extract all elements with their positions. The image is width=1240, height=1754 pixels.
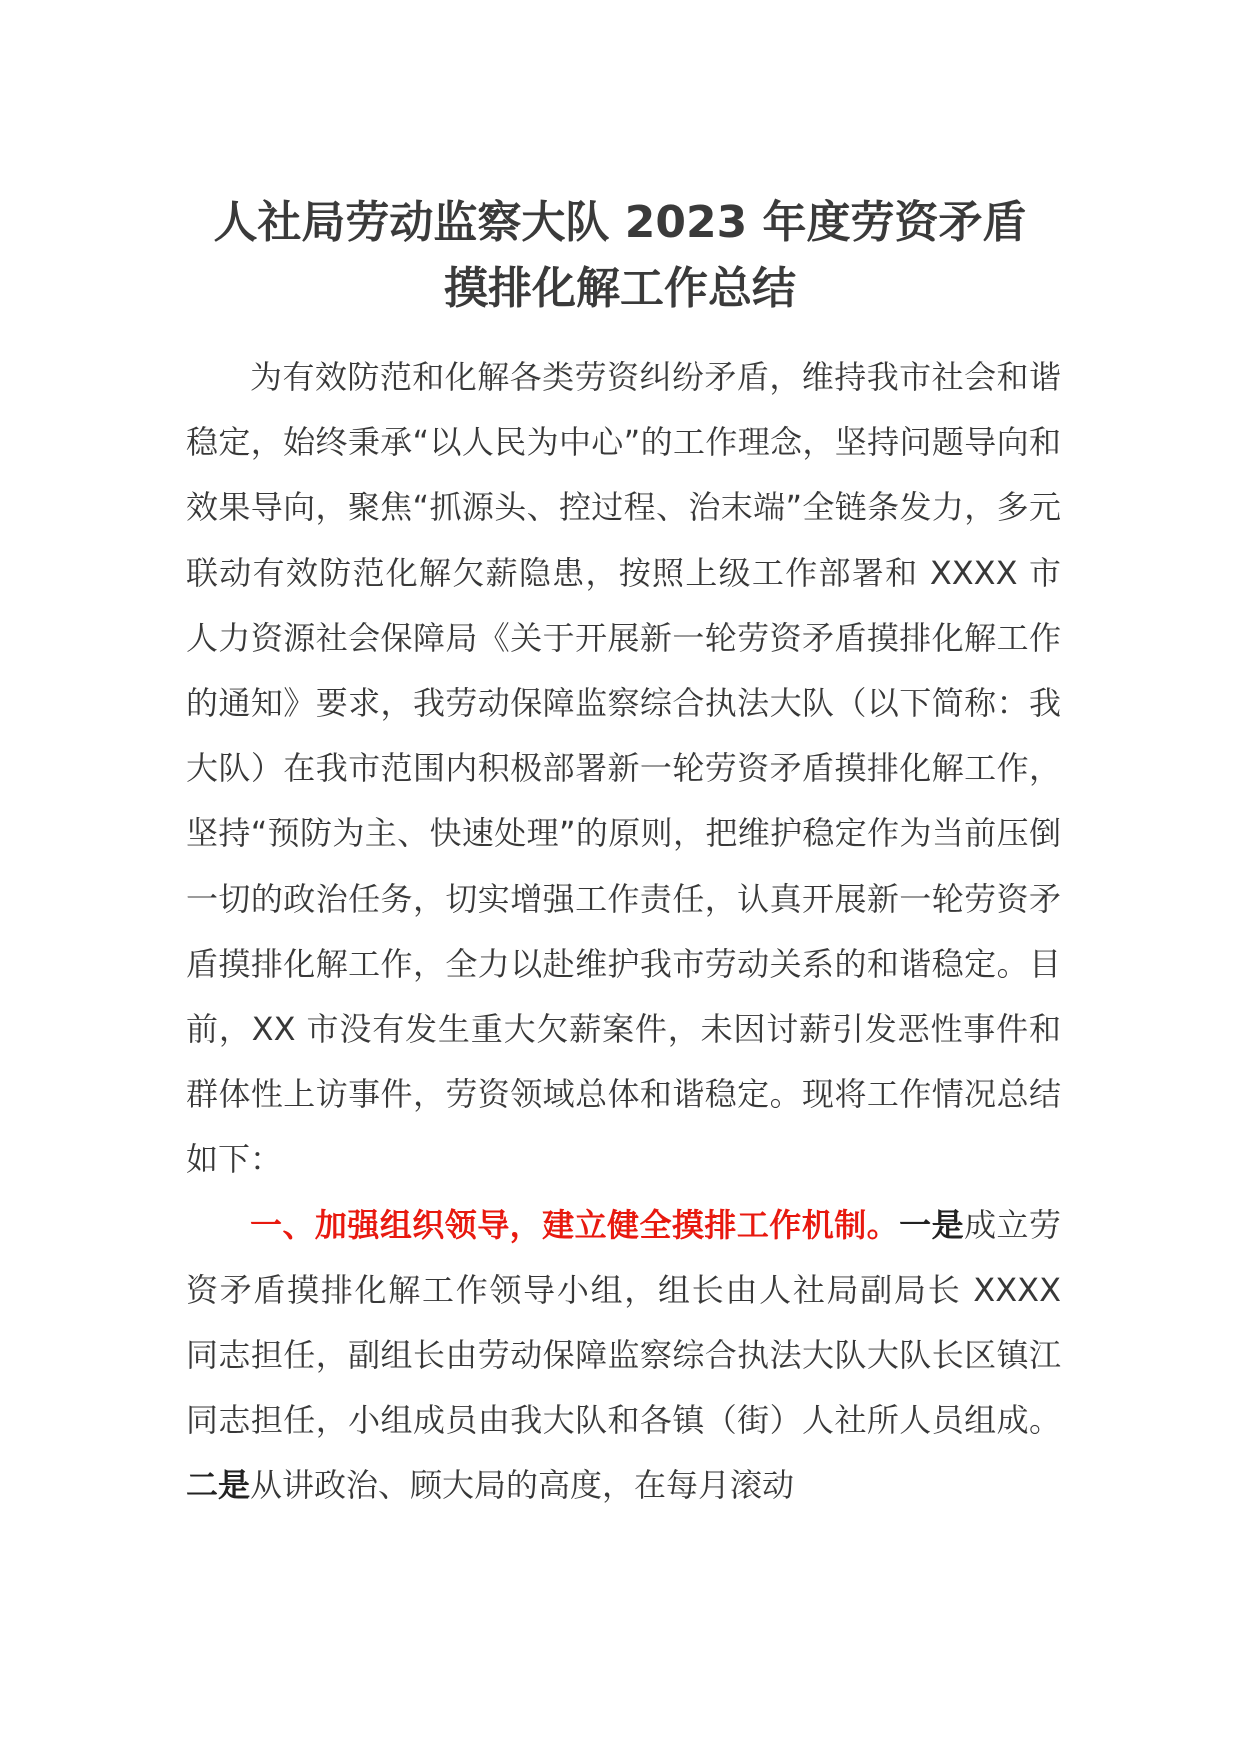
intro-paragraph: 为有效防范和化解各类劳资纠纷矛盾，维持我市社会和谐稳定，始终秉承“以人民为中心”的工作理念，坚持问题导向和效果导向，聚焦“抓源头、控过程、治末端”全链条发力，多元联动有效防范化解欠薪隐患，按照上级工作部署和 XXXX 市人力资源社会保障局《关于开展新一轮劳资矛盾摸排化解工作的通知》要求，我劳动保障监察综合执法大队（以下简称：我大队）在我市范围内积极部署新一轮劳资矛盾摸排化解工作，坚持“预防为主、快速处理”的原则，把维护稳定作为当前压倒一切的政治任务，切实增强工作责任，认真开展新一轮劳资矛盾摸排化解工作，全力以赴维护我市劳动关系的和谐稳定。目前，XX 市没有发生重大欠薪案件，未因讨薪引发恶性事件和群体性上访事件，劳资领域总体和谐稳定。现将工作情况总结如下： [186,358,1061,1179]
section-1-text-2: 从讲政治、顾大局的高度，在每月滚动 [250,1466,795,1505]
section-1-marker-2: 二是 [186,1466,251,1505]
title-line-2: 摸排化解工作总结 [444,263,796,314]
document-title [180,190,1060,322]
title-line-1: 人社局劳动监察大队 2023 年度劳资矛盾 [213,197,1027,248]
section-1-heading: 一、加强组织领导，建立健全摸排工作机制。 [250,1205,900,1244]
section-1-marker-1: 一是 [899,1205,965,1244]
section-1-text-1: 成立劳资矛盾摸排化解工作领导小组，组长由人社局副局长 XXXX 同志担任，副组长由劳动保障监察综合执法大队大队长区镇江同志担任，小组成员由我大队和各镇（街）人社所人员组成。 [186,1205,1061,1440]
section-1-paragraph [186,1193,1061,1519]
document-body [186,345,1061,1519]
